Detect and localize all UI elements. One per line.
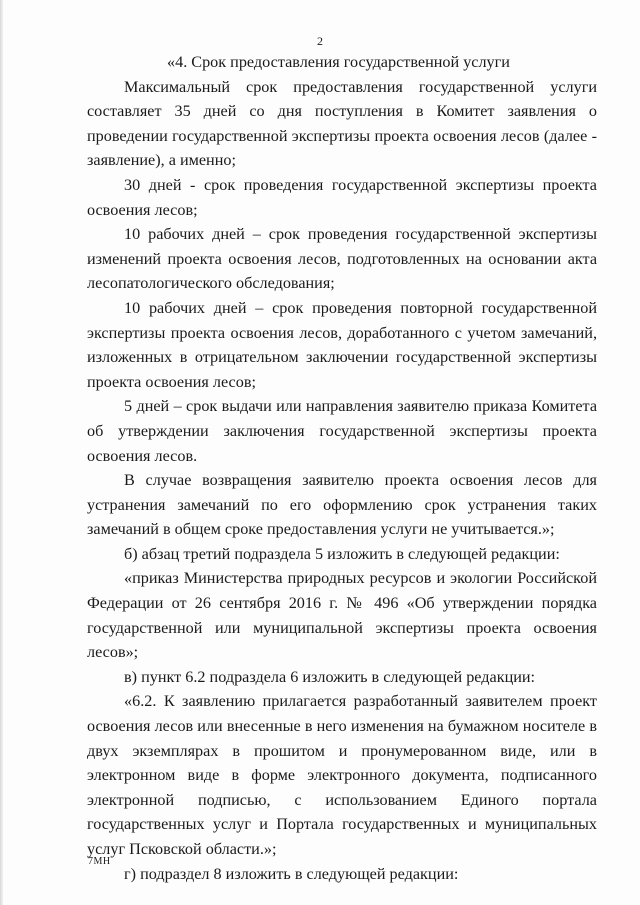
paragraph-6-2-quote: «6.2. К заявлению прилагается разработанный заявителем проект освоения лесов или внесенные в него изменения на бумажном носителе в двух экземплярах в прошитом и пронумерованном виде, или в электронном виде в форме электронного документа, подписанного электронной подписью, с использованием Единого портала государственных услуг и Портала государственных и муниципальных услуг Псковской области.»; [87,692,597,858]
document-body [87,50,597,886]
paragraph-item-v: в) пункт 6.2 подраздела 6 изложить в следующей редакции: [124,667,536,686]
paragraph-item-b: б) абзац третий подраздела 5 изложить в следующей редакции: [124,544,560,563]
paragraph-item-g: г) подраздел 8 изложить в следующей редакции: [124,864,459,883]
paragraph-30-days: 30 дней - срок проведения государственной экспертизы проекта освоения лесов; [87,175,597,219]
page-edge-shadow [0,0,3,905]
footer-code: 7МН [88,856,111,867]
paragraph-5-days: 5 дней – срок выдачи или направления заявителю приказа Комитета об утверждении заключения государственной экспертизы проекта освоения лесов. [87,397,597,465]
paragraph-return-case: В случае возвращения заявителю проекта освоения лесов для устранения замечаний по его оформлению срок устранения таких замечаний в общем сроке предоставления услуги не учитывается.»; [87,471,597,539]
section-heading: «4. Срок предоставления государственной услуги [167,53,510,71]
paragraph-10-working-days-changes: 10 рабочих дней – срок проведения государственной экспертизы изменений проекта освоения лесов, подготовленных на основании акта лесопатологического обследования; [87,225,597,293]
paragraph-max-term: Максимальный срок предоставления государственной услуги составляет 35 дней со дня поступления в Комитет заявления о проведении государственной экспертизы проекта освоения лесов (далее - заявление), а именно; [87,77,597,170]
paragraph-10-working-days-repeat: 10 рабочих дней – срок проведения повторной государственной экспертизы проекта освоения лесов, доработанного с учетом замечаний, изложенных в отрицательном заключении государственной экспертизы проекта освоения лесов; [87,298,597,391]
page-number: 2 [317,34,323,48]
paragraph-order-quote: «приказ Министерства природных ресурсов и экологии Российской Федерации от 26 сентября 2016 г. № 496 «Об утверждении порядка государственной или муниципальной экспертизы проекта освоения лесов»; [87,569,597,662]
